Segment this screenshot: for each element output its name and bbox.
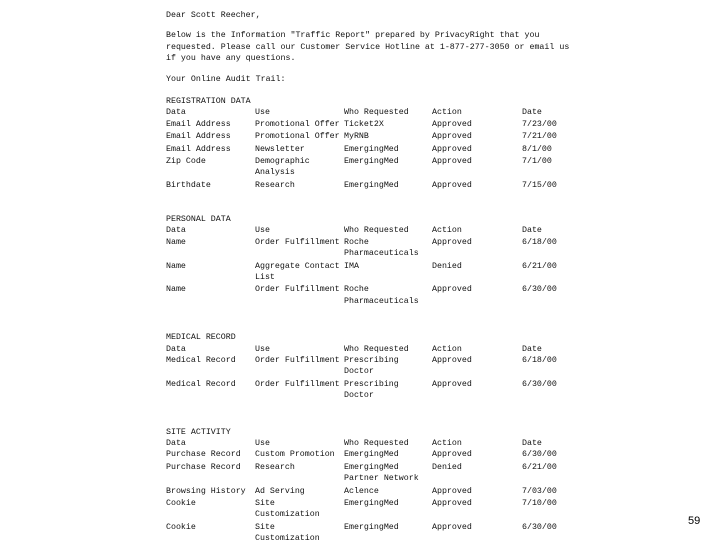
cell-line: Research: [255, 462, 295, 472]
cell-line: Ad Serving: [255, 486, 305, 496]
cell-action: [432, 498, 472, 509]
cell-line: Order Fulfillment: [255, 237, 340, 247]
cell-line: 7/21/00: [522, 132, 557, 142]
cell-line: Site: [255, 522, 275, 532]
cell-line: Customization: [255, 510, 320, 520]
cell-line: Site: [255, 499, 275, 508]
cell-line: Aclence: [344, 486, 379, 496]
cell-data: [166, 379, 236, 390]
cell-date: [522, 131, 557, 142]
cell-data: [166, 284, 186, 295]
cell-use: [255, 522, 320, 545]
column-header-data: Data: [166, 344, 186, 354]
cell-data: [166, 156, 206, 167]
cell-line: Email Address: [166, 119, 231, 129]
cell-data: [166, 144, 231, 155]
table-row: [166, 119, 566, 130]
cell-line: Approved: [432, 379, 472, 389]
cell-date: [522, 156, 552, 167]
table-row: [166, 522, 566, 545]
cell-who-requested: [344, 144, 399, 155]
column-header-use: Use: [255, 108, 270, 118]
cell-line: Prescribing: [344, 356, 399, 366]
cell-date: [522, 119, 557, 130]
cell-data: [166, 522, 196, 533]
cell-line: 7/03/00: [522, 486, 557, 496]
column-header-action: Action: [432, 344, 462, 354]
cell-data: [166, 449, 241, 460]
column-header-action: Action: [432, 108, 462, 118]
cell-use: [255, 449, 335, 460]
cell-line: EmergingMed: [344, 499, 399, 508]
cell-action: [432, 522, 472, 533]
cell-line: List: [255, 273, 275, 283]
section-title: REGISTRATION DATA: [166, 96, 251, 106]
cell-line: IMA: [344, 261, 359, 271]
cell-line: Browsing History: [166, 486, 246, 496]
cell-action: [432, 284, 472, 295]
cell-who-requested: [344, 486, 379, 497]
cell-line: Approved: [432, 132, 472, 142]
cell-line: Doctor: [344, 391, 374, 401]
cell-date: [522, 355, 557, 366]
cell-data: [166, 237, 186, 248]
column-header-who-requested: Who Requested: [344, 108, 409, 118]
cell-use: [255, 131, 340, 142]
cell-line: Custom Promotion: [255, 450, 335, 460]
intro-line: requested. Please call our Customer Service Hotline at 1-877-277-3050 or email us: [166, 42, 570, 52]
cell-line: Approved: [432, 450, 472, 460]
cell-date: [522, 180, 557, 191]
table-row: [166, 284, 566, 307]
cell-line: Analysis: [255, 168, 295, 178]
cell-line: 6/18/00: [522, 237, 557, 247]
cell-line: Denied: [432, 462, 462, 472]
column-header-date: Date: [522, 439, 542, 449]
cell-who-requested: [344, 180, 399, 191]
column-header-action: Action: [432, 439, 462, 449]
column-header-who-requested: Who Requested: [344, 226, 409, 236]
cell-use: [255, 284, 340, 295]
cell-date: [522, 237, 557, 248]
cell-action: [432, 144, 472, 155]
cell-line: Denied: [432, 261, 462, 271]
cell-data: [166, 131, 231, 142]
cell-use: [255, 355, 340, 366]
cell-use: [255, 462, 295, 473]
cell-line: Demographic: [255, 156, 310, 166]
cell-data: [166, 486, 246, 497]
cell-date: [522, 144, 552, 155]
cell-who-requested: [344, 462, 419, 485]
table-row: [166, 498, 566, 521]
cell-line: Purchase Record: [166, 462, 241, 472]
intro-line: Below is the Information "Traffic Report" prepared by PrivacyRight that you: [166, 31, 540, 41]
page-number: 59: [688, 515, 701, 527]
cell-line: 7/15/00: [522, 180, 557, 190]
cell-who-requested: [344, 156, 399, 167]
column-header-date: Date: [522, 344, 542, 354]
cell-use: [255, 144, 305, 155]
column-header-use: Use: [255, 226, 270, 236]
cell-date: [522, 449, 557, 460]
cell-who-requested: [344, 522, 399, 533]
column-header-data: Data: [166, 439, 186, 449]
table-row: [166, 144, 566, 155]
cell-use: [255, 486, 305, 497]
cell-use: [255, 261, 340, 284]
cell-line: 6/18/00: [522, 356, 557, 366]
cell-line: Approved: [432, 285, 472, 295]
audit-sections: [166, 96, 566, 545]
cell-data: [166, 462, 241, 473]
cell-line: Name: [166, 285, 186, 295]
cell-date: [522, 462, 557, 473]
cell-data: [166, 119, 231, 130]
cell-action: [432, 355, 472, 366]
table-row: [166, 379, 566, 402]
cell-line: 6/30/00: [522, 379, 557, 389]
cell-use: [255, 119, 340, 130]
cell-line: Medical Record: [166, 379, 236, 389]
cell-line: Research: [255, 180, 295, 190]
cell-line: Email Address: [166, 144, 231, 154]
table-row: [166, 261, 566, 284]
cell-line: Approved: [432, 499, 472, 508]
cell-line: Pharmaceuticals: [344, 249, 419, 259]
cell-line: Doctor: [344, 367, 374, 377]
section-title: PERSONAL DATA: [166, 215, 231, 225]
cell-who-requested: [344, 261, 359, 272]
cell-who-requested: [344, 131, 369, 142]
cell-line: Cookie: [166, 499, 196, 508]
cell-line: Zip Code: [166, 156, 206, 166]
table-row: [166, 355, 566, 378]
cell-line: Cookie: [166, 522, 196, 532]
cell-who-requested: [344, 284, 419, 307]
cell-who-requested: [344, 237, 419, 260]
cell-line: Prescribing: [344, 379, 399, 389]
cell-line: Pharmaceuticals: [344, 296, 419, 306]
cell-date: [522, 261, 557, 272]
cell-use: [255, 156, 310, 179]
table-row: [166, 462, 566, 485]
cell-line: Ticket2X: [344, 119, 384, 129]
column-header-data: Data: [166, 226, 186, 236]
cell-line: Approved: [432, 356, 472, 366]
cell-line: 6/30/00: [522, 522, 557, 532]
cell-line: 7/10/00: [522, 499, 557, 508]
cell-action: [432, 449, 472, 460]
cell-line: EmergingMed: [344, 522, 399, 532]
cell-line: EmergingMed: [344, 180, 399, 190]
cell-line: Birthdate: [166, 180, 211, 190]
cell-data: [166, 261, 186, 272]
cell-line: EmergingMed: [344, 462, 399, 472]
cell-line: 7/1/00: [522, 156, 552, 166]
table-row: [166, 486, 566, 497]
cell-line: Roche: [344, 285, 369, 295]
column-header-use: Use: [255, 344, 270, 354]
cell-line: EmergingMed: [344, 156, 399, 166]
cell-line: Promotional Offer: [255, 132, 340, 142]
cell-who-requested: [344, 355, 399, 378]
cell-line: Purchase Record: [166, 450, 241, 460]
column-header-date: Date: [522, 226, 542, 236]
cell-line: EmergingMed: [344, 450, 399, 460]
intro-line: if you have any questions.: [166, 54, 296, 64]
cell-line: 6/30/00: [522, 450, 557, 460]
cell-line: Medical Record: [166, 356, 236, 366]
cell-action: [432, 379, 472, 390]
section-title: MEDICAL RECORD: [166, 333, 236, 343]
cell-line: Customization: [255, 534, 320, 544]
cell-action: [432, 119, 472, 130]
cell-line: EmergingMed: [344, 144, 399, 154]
cell-data: [166, 498, 196, 509]
column-header-action: Action: [432, 226, 462, 236]
cell-line: MyRNB: [344, 132, 369, 142]
cell-line: Roche: [344, 237, 369, 247]
cell-line: Approved: [432, 486, 472, 496]
section-title: SITE ACTIVITY: [166, 427, 231, 437]
cell-who-requested: [344, 449, 399, 460]
cell-action: [432, 237, 472, 248]
cell-data: [166, 355, 236, 366]
cell-line: Email Address: [166, 132, 231, 142]
section: [166, 332, 566, 424]
column-header-data: Data: [166, 108, 186, 118]
cell-line: Newsletter: [255, 144, 305, 154]
table-row: [166, 180, 566, 191]
cell-line: 7/23/00: [522, 119, 557, 129]
section: [166, 96, 566, 212]
cell-who-requested: [344, 379, 399, 402]
section: [166, 214, 566, 330]
intro-paragraph: [166, 30, 570, 64]
cell-date: [522, 522, 557, 533]
greeting: Dear Scott Reecher,: [166, 11, 261, 20]
table-row: [166, 449, 566, 460]
cell-line: Approved: [432, 522, 472, 532]
cell-date: [522, 284, 557, 295]
cell-line: Approved: [432, 119, 472, 129]
cell-who-requested: [344, 119, 384, 130]
audit-letter: [166, 10, 570, 546]
column-header-row: [166, 438, 566, 449]
cell-line: Name: [166, 261, 186, 271]
cell-line: Promotional Offer: [255, 119, 340, 129]
cell-date: [522, 486, 557, 497]
cell-line: Order Fulfillment: [255, 285, 340, 295]
column-header-date: Date: [522, 108, 542, 118]
cell-use: [255, 180, 295, 191]
column-header-use: Use: [255, 439, 270, 449]
cell-line: Approved: [432, 156, 472, 166]
cell-line: Aggregate Contact: [255, 261, 340, 271]
cell-action: [432, 180, 472, 191]
audit-trail-title: Your Online Audit Trail:: [166, 74, 286, 84]
column-header-row: [166, 225, 566, 236]
cell-date: [522, 379, 557, 390]
cell-use: [255, 379, 340, 390]
cell-line: Order Fulfillment: [255, 356, 340, 366]
column-header-row: [166, 107, 566, 118]
cell-line: Approved: [432, 144, 472, 154]
cell-action: [432, 462, 462, 473]
table-row: [166, 156, 566, 179]
cell-action: [432, 156, 472, 167]
cell-line: Order Fulfillment: [255, 379, 340, 389]
cell-line: 8/1/00: [522, 144, 552, 154]
cell-line: Name: [166, 237, 186, 247]
cell-line: Approved: [432, 180, 472, 190]
cell-action: [432, 486, 472, 497]
column-header-who-requested: Who Requested: [344, 344, 409, 354]
cell-data: [166, 180, 211, 191]
cell-line: 6/21/00: [522, 462, 557, 472]
cell-line: 6/21/00: [522, 261, 557, 271]
section: [166, 427, 566, 545]
table-row: [166, 131, 566, 142]
cell-date: [522, 498, 557, 509]
cell-action: [432, 261, 462, 272]
cell-line: Approved: [432, 237, 472, 247]
column-header-who-requested: Who Requested: [344, 439, 409, 449]
column-header-row: [166, 344, 566, 355]
table-row: [166, 237, 566, 260]
cell-action: [432, 131, 472, 142]
cell-line: Partner Network: [344, 474, 419, 484]
cell-who-requested: [344, 498, 399, 509]
cell-use: [255, 237, 340, 248]
cell-use: [255, 498, 320, 521]
cell-line: 6/30/00: [522, 285, 557, 295]
